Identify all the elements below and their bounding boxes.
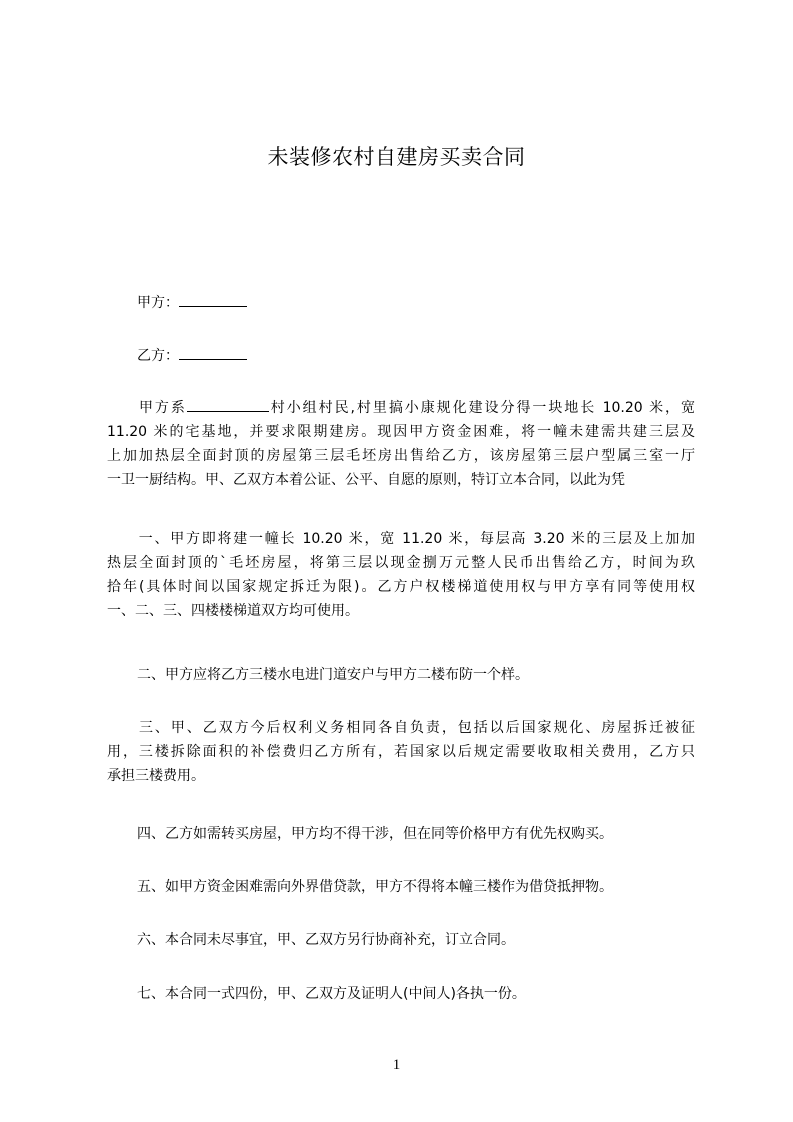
clause-1-line: 拾年(具体时间以国家规定拆迁为限)。乙方户权楼梯道使用权与甲方享有同等使用权 (107, 579, 695, 595)
party-b-blank (179, 345, 247, 360)
intro-line: 一卫一厨结构。甲、乙双方本着公证、公平、自愿的原则，特订立本合同，以此为凭 (107, 472, 625, 488)
intro-line: 上加加热层全面封顶的房屋第三层毛坯房出售给乙方，该房屋第三层户型属三室一厅 (107, 448, 695, 464)
party-a-label: 甲方： (137, 295, 179, 311)
party-b-line (137, 345, 247, 366)
clause-1-line: 一、二、三、四楼楼梯道双方均可使用。 (107, 603, 359, 619)
clause-2: 二、甲方应将乙方三楼水电进门道安户与甲方二楼布防一个样。 (137, 667, 529, 683)
clause-3-text: 三、甲、乙双方今后权利义务相同各自负责，包括以后国家规化、房屋拆迁被征 (137, 720, 695, 736)
clause-3-line: 承担三楼费用。 (107, 768, 205, 784)
party-a-line (137, 292, 247, 313)
page-number: 1 (392, 1057, 401, 1073)
clause-6: 六、本合同未尽事宜，甲、乙双方另行协商补充，订立合同。 (137, 932, 515, 948)
intro-line (107, 396, 695, 420)
village-blank (187, 397, 269, 412)
clause-3-paragraph (107, 716, 695, 788)
party-a-blank (179, 292, 247, 307)
clause-1-line (107, 527, 695, 551)
clause-7: 七、本合同一式四份，甲、乙双方及证明人(中间人)各执一份。 (137, 986, 526, 1002)
clause-1-line: 热层全面封顶的`毛坯房屋，将第三层以现金捌万元整人民币出售给乙方，时间为玖 (107, 555, 695, 571)
intro-suffix: 村小组村民,村里搞小康规化建设分得一块地长 10.20 米，宽 (268, 400, 695, 416)
intro-paragraph (107, 396, 695, 492)
clause-1-text: 一、甲方即将建一幢长 10.20 米，宽 11.20 米，每层高 3.20 米的三层及上加加 (137, 531, 695, 547)
clause-3-line: 用，三楼拆除面积的补偿费归乙方所有，若国家以后规定需要收取相关费用，乙方只 (107, 744, 695, 760)
clause-1-paragraph (107, 527, 695, 623)
document-title: 未装修农村自建房买卖合同 (267, 145, 526, 169)
intro-prefix: 甲方系 (137, 400, 187, 416)
party-b-label: 乙方： (137, 348, 179, 364)
clause-4: 四、乙方如需转买房屋，甲方均不得干涉，但在同等价格甲方有优先权购买。 (137, 826, 613, 842)
clause-5: 五、如甲方资金困难需向外界借贷款，甲方不得将本幢三楼作为借贷抵押物。 (137, 879, 613, 895)
clause-3-line (107, 716, 695, 740)
intro-line: 11.20 米的宅基地，并要求限期建房。现因甲方资金困难，将一幢未建需共建三层及 (107, 424, 695, 440)
